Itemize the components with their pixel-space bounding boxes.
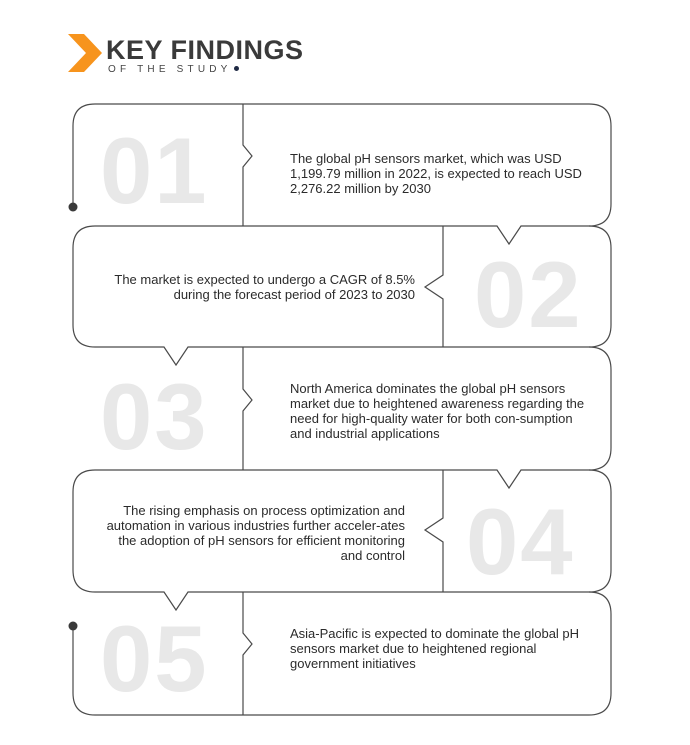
- page-title: KEY FINDINGS: [106, 35, 304, 65]
- finding-number-4: 04: [466, 489, 575, 594]
- page-subtitle: OF THE STUDY: [108, 64, 239, 76]
- finding-number-1: 01: [100, 118, 209, 223]
- finding-number-5: 05: [100, 606, 209, 711]
- finding-text-3: North America dominates the global pH sensors market due to heightened awareness regarding the need for high-quality water for both con-sumption and industrial applications: [290, 381, 585, 441]
- timeline-dot-end: [69, 622, 78, 631]
- finding-text-4: The rising emphasis on process optimization and automation in various industries further acceler-ates the adoption of pH sensors for efficient monitoring and control: [106, 503, 405, 563]
- finding-number-2: 02: [474, 242, 583, 347]
- finding-text-1: The global pH sensors market, which was USD 1,199.79 million in 2022, is expected to reach USD 2,276.22 million by 2030: [290, 151, 582, 196]
- finding-text-5: Asia-Pacific is expected to dominate the global pH sensors market due to heightened regional government initiatives: [290, 626, 580, 671]
- finding-text-2: The market is expected to undergo a CAGR of 8.5% during the forecast period of 2023 to 2030: [114, 272, 415, 302]
- timeline-dot-start: [69, 203, 78, 212]
- finding-number-3: 03: [100, 364, 209, 469]
